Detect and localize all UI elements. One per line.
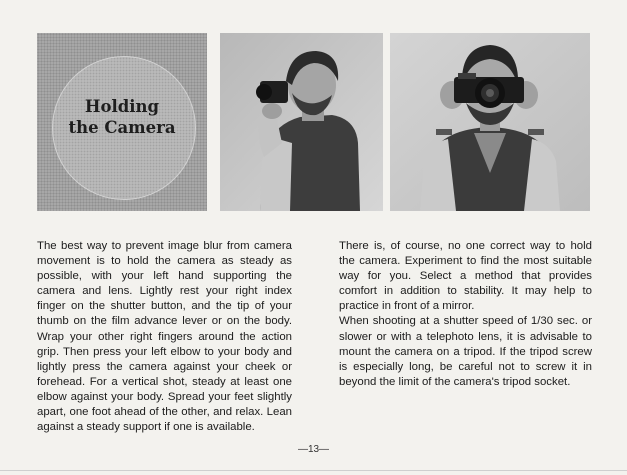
photo-front-view-image bbox=[390, 33, 590, 211]
page-title bbox=[37, 96, 207, 138]
body-text-right bbox=[339, 239, 592, 390]
photo-side-view-image bbox=[220, 33, 383, 211]
body-text-right-paragraph-1: There is, of course, no one correct way to hold the camera. Experiment to find the most suitable way for you. Select a method that provides comfort in addition to stability. It may help to practice in front of a mirror. bbox=[339, 240, 592, 313]
page-edge-line bbox=[0, 470, 627, 471]
photo-side-view bbox=[220, 33, 383, 211]
body-text-right-paragraph-2: When shooting at a shutter speed of 1/30 sec. or slower or with a telephoto lens, it is advisable to mount the camera on a tripod. If the tripod screw is especially long, be careful not to screw it in beyond the limit of the camera's tripod socket. bbox=[339, 315, 592, 388]
photo-front-view bbox=[390, 33, 590, 211]
body-text-left: The best way to prevent image blur from camera movement is to hold the camera as steady as possible, with your left hand supporting the camera and lens. Lightly rest your right index finger on the shutter button, and the tip of your thumb on the film advance lever or on the body. Wrap your other right fingers around the action grip. Then press your left elbow to your body and lightly press the camera against your cheek or forehead. For a vertical shot, steady at least one elbow against your body. Spread your feet slightly apart, one foot ahead of the other, and relax. Lean against a steady support if one is available. bbox=[37, 240, 292, 434]
page-number: —13— bbox=[297, 444, 330, 455]
title-line-2: the Camera bbox=[68, 118, 176, 137]
title-line-1: Holding bbox=[84, 97, 160, 116]
